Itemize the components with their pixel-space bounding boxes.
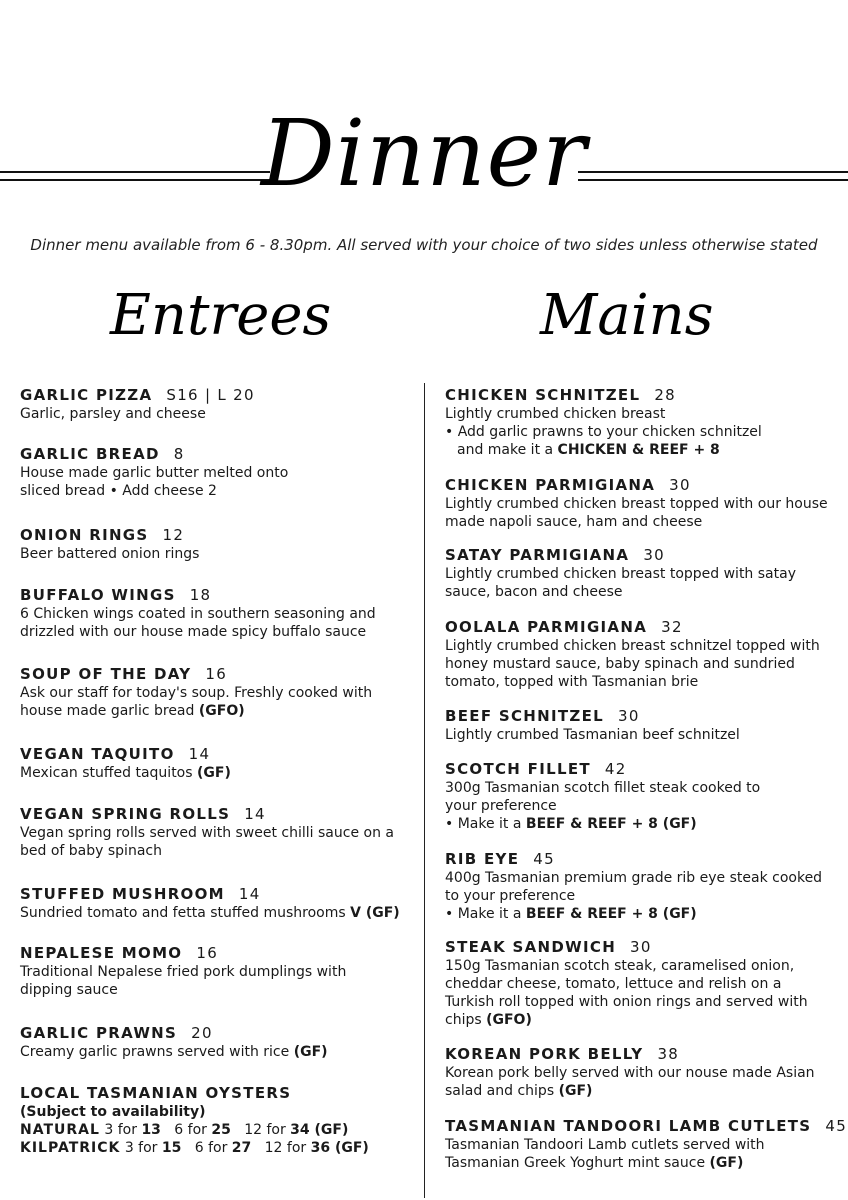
item-description: Mexican stuffed taquitos [20,765,193,781]
dietary-tag: (GF) [197,765,231,781]
item-description-line4: chips [445,1012,482,1028]
item-name: STUFFED MUSHROOM [20,885,225,903]
entrees-heading: Entrees [110,283,332,348]
menu-item-vegan-spring-rolls [20,805,410,860]
item-name: OOLALA PARMIGIANA [445,618,648,636]
item-name: LOCAL TASMANIAN OYSTERS [20,1084,292,1102]
upgrade-option: CHICKEN & REEF + 8 [557,442,720,458]
item-description-line3: Turkish roll topped with onion rings and served with [445,994,808,1010]
item-price: 30 [618,707,640,725]
item-description-line2: sauce, bacon and cheese [445,584,623,600]
item-price: 45 [533,850,555,868]
menu-item-chicken-schnitzel [445,386,840,459]
qty-label: 3 for [104,1122,137,1138]
item-name: GARLIC BREAD [20,445,160,463]
item-description: Beer battered onion rings [20,546,200,562]
menu-item-scotch-fillet [445,760,840,833]
dietary-tag: (GFO) [486,1012,532,1028]
qty-label: 12 for [244,1122,286,1138]
item-name: SATAY PARMIGIANA [445,546,630,564]
item-name: STEAK SANDWICH [445,938,617,956]
item-price: 45 [825,1117,848,1135]
item-price: 8 [173,445,185,463]
upgrade-option: BEEF & REEF + 8 (GF) [525,816,697,832]
upgrade-text: • Make it a [445,906,522,922]
item-name: CHICKEN PARMIGIANA [445,476,656,494]
item-description: Tasmanian Tandoori Lamb cutlets served with [445,1137,765,1153]
item-price: 12 [162,526,185,544]
dietary-tag: (GFO) [198,703,245,719]
item-price: 30 [643,546,666,564]
item-description: Lightly crumbed chicken breast schnitzel topped with [445,638,820,654]
item-description: Ask our staff for today's soup. Freshly cooked with [20,685,373,701]
menu-item-garlic-pizza [20,386,410,423]
item-description: 400g Tasmanian premium grade rib eye steak cooked [445,870,823,886]
item-name: BEEF SCHNITZEL [445,707,605,725]
item-description-line2: salad and chips [445,1083,555,1099]
menu-item-satay-parmigiana [445,546,840,601]
menu-item-tasmanian-tandoori-lamb-cutlets [445,1117,848,1172]
item-name: SOUP OF THE DAY [20,665,192,683]
item-price: 18 [189,586,212,604]
qty-price: 36 (GF) [310,1140,369,1156]
item-description-line2: Tasmanian Greek Yoghurt mint sauce [445,1155,706,1171]
menu-item-garlic-bread [20,445,410,500]
item-price: 16 [205,665,228,683]
item-name: VEGAN SPRING ROLLS [20,805,231,823]
item-price: S16 | L 20 [166,386,255,404]
menu-item-korean-pork-belly [445,1045,840,1100]
item-price: 14 [188,745,211,763]
item-description-line2: • Add garlic prawns to your chicken schnitzel [445,424,762,440]
item-price: 32 [661,618,683,636]
menu-item-steak-sandwich [445,938,840,1029]
column-divider [424,383,425,1198]
menu-item-onion-rings [20,526,410,563]
item-description-line2: your preference [445,798,557,814]
qty-price: 34 (GF) [290,1122,349,1138]
menu-item-stuffed-mushroom [20,885,410,922]
item-name: BUFFALO WINGS [20,586,176,604]
item-description-line2: drizzled with our house made spicy buffalo sauce [20,624,367,640]
item-price: 38 [657,1045,680,1063]
item-description: Lightly crumbed chicken breast [445,406,666,422]
item-name: GARLIC PRAWNS [20,1024,178,1042]
qty-label: 6 for [194,1140,228,1156]
oysters-natural-row [20,1121,410,1139]
item-price: 16 [196,944,219,962]
item-description: Traditional Nepalese fried pork dumplings with [20,964,347,980]
item-name: VEGAN TAQUITO [20,745,175,763]
item-price: 42 [604,760,627,778]
availability-note: (Subject to availability) [20,1104,206,1120]
item-description: Sundried tomato and fetta stuffed mushrooms [20,905,346,921]
item-description-line2: bed of baby spinach [20,843,162,859]
item-description: Creamy garlic prawns served with rice [20,1044,290,1060]
qty-price: 25 [211,1122,231,1138]
dietary-tag: (GF) [558,1083,593,1099]
page-title: Dinner [260,100,588,207]
upgrade-option: BEEF & REEF + 8 (GF) [525,906,697,922]
item-description: 6 Chicken wings coated in southern seasoning and [20,606,376,622]
item-description-line2: honey mustard sauce, baby spinach and sundried [445,656,795,672]
item-description: Vegan spring rolls served with sweet chilli sauce on a [20,825,394,841]
qty-label: 12 for [264,1140,307,1156]
item-price: 30 [669,476,691,494]
menu-item-oolala-parmigiana [445,618,840,691]
item-description-line2: to your preference [445,888,576,904]
item-description: House made garlic butter melted onto [20,465,289,481]
item-name: GARLIC PIZZA [20,386,153,404]
dietary-tag: (GF) [709,1155,744,1171]
item-description-line2: dipping sauce [20,982,118,998]
menu-item-chicken-parmigiana [445,476,840,531]
item-name: NEPALESE MOMO [20,944,183,962]
item-description: Lightly crumbed chicken breast topped with satay [445,566,796,582]
qty-label: 3 for [124,1140,158,1156]
item-description: 300g Tasmanian scotch fillet steak cooked to [445,780,761,796]
item-description-line2: made napoli sauce, ham and cheese [445,514,703,530]
item-name: CHICKEN SCHNITZEL [445,386,641,404]
item-description: Garlic, parsley and cheese [20,406,206,422]
item-name: KOREAN PORK BELLY [445,1045,644,1063]
item-price: 28 [654,386,676,404]
item-price: 14 [238,885,261,903]
menu-item-buffalo-wings [20,586,410,641]
menu-item-local-tasmanian-oysters [20,1084,410,1157]
mains-heading: Mains [540,283,714,348]
item-description: Korean pork belly served with our nouse made Asian [445,1065,815,1081]
item-description-line3: tomato, topped with Tasmanian brie [445,674,699,690]
menu-item-rib-eye [445,850,840,923]
item-name: RIB EYE [445,850,520,868]
upgrade-text: and make it a [457,442,554,458]
item-name: TASMANIAN TANDOORI LAMB CUTLETS [445,1117,812,1135]
menu-item-beef-schnitzel [445,707,840,744]
kilpatrick-label: KILPATRICK [20,1140,121,1156]
item-description-line2: sliced bread • Add cheese 2 [20,483,217,499]
item-price: 20 [191,1024,213,1042]
upgrade-text: • Make it a [445,816,522,832]
item-name: ONION RINGS [20,526,149,544]
item-description: Lightly crumbed chicken breast topped with our house [445,496,828,512]
qty-price: 27 [231,1140,252,1156]
item-price: 14 [244,805,266,823]
item-description-line2: house made garlic bread [20,703,195,719]
item-name: SCOTCH FILLET [445,760,591,778]
menu-item-garlic-prawns [20,1024,410,1061]
item-description: 150g Tasmanian scotch steak, caramelised onion, [445,958,795,974]
item-description-line2: cheddar cheese, tomato, lettuce and relish on a [445,976,782,992]
qty-price: 15 [161,1140,182,1156]
menu-item-vegan-taquito [20,745,410,782]
qty-label: 6 for [174,1122,207,1138]
natural-label: NATURAL [20,1122,100,1138]
qty-price: 13 [141,1122,161,1138]
item-price: 30 [630,938,652,956]
page-subtitle: Dinner menu available from 6 - 8.30pm. All served with your choice of two sides unless otherwise stated [30,236,818,254]
dietary-tag: (GF) [293,1044,328,1060]
oysters-kilpatrick-row [20,1139,410,1157]
item-description: Lightly crumbed Tasmanian beef schnitzel [445,727,740,743]
menu-item-nepalese-momo [20,944,410,999]
dietary-tag: V (GF) [350,905,400,921]
menu-item-soup-of-the-day [20,665,410,720]
